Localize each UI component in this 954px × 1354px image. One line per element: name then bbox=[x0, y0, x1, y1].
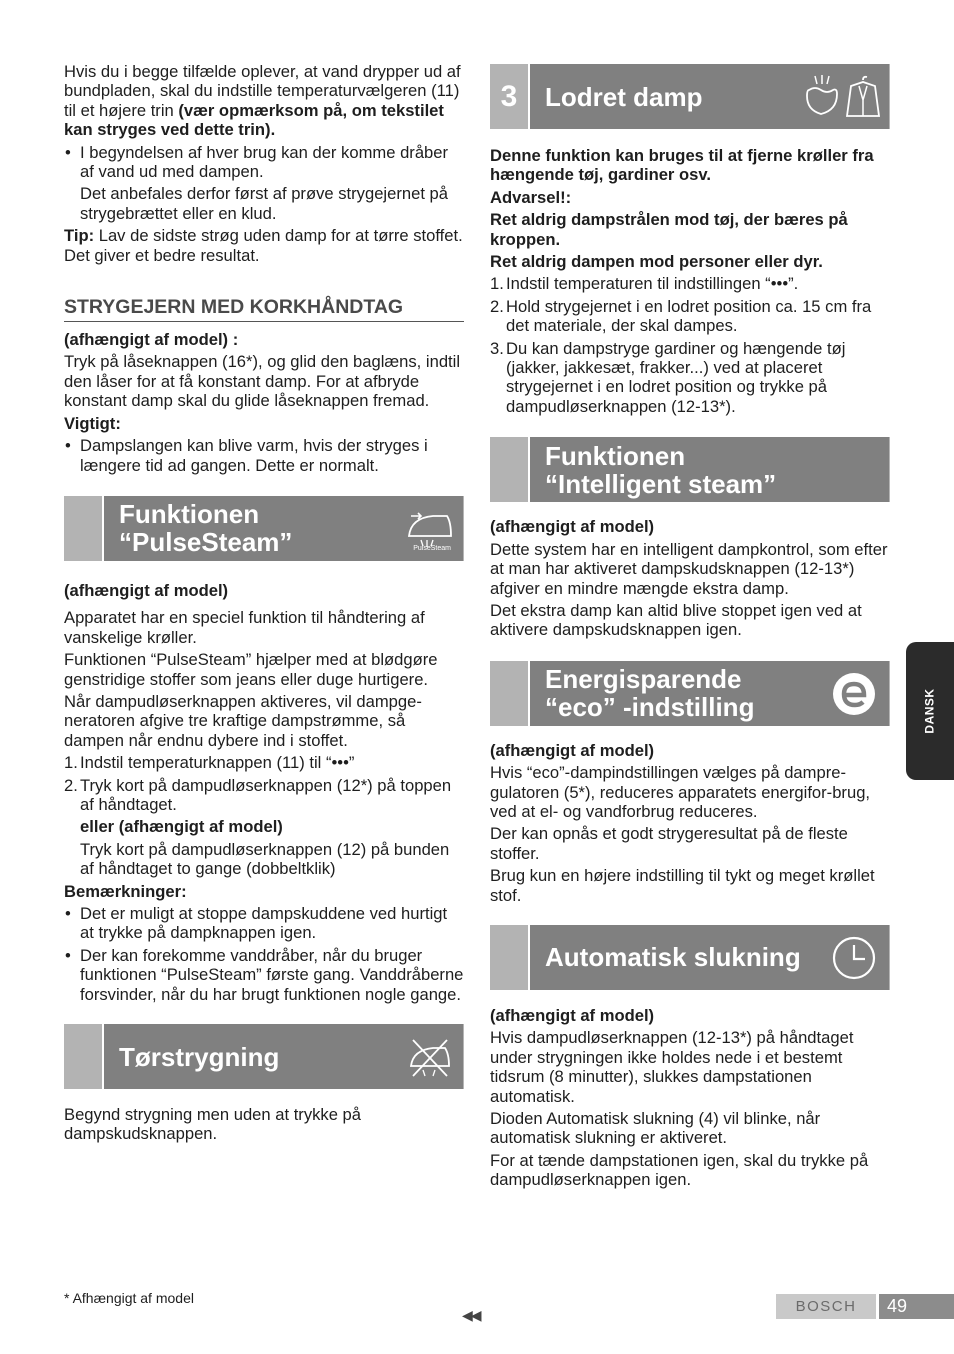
cork-handle-heading: STRYGEJERN MED KORKHÅNDTAG bbox=[64, 295, 464, 322]
bullet-continuation: Det anbefales derfor først af prøve strygejernet på strygebrættet eller en klud. bbox=[80, 184, 448, 223]
eco-banner bbox=[490, 661, 890, 726]
pulsesteam-title: Funktionen “PulseSteam” bbox=[119, 499, 293, 558]
notes-label: Bemærkninger: bbox=[64, 881, 187, 901]
intelligent-steam-banner bbox=[490, 437, 890, 502]
auto-paragraph-2: Dioden Automatisk slukning (4) vil blinke, når automatisk slukning er aktiveret. bbox=[490, 1109, 821, 1148]
list-item bbox=[64, 143, 464, 224]
list-item bbox=[490, 274, 890, 293]
auto-paragraph-3: For at tænde dampstationen igen, skal du trykke på dampudløserknappen igen. bbox=[490, 1150, 869, 1190]
vertical-steps bbox=[490, 274, 890, 416]
intelligent-steam-title: Funktionen “Intelligent steam” bbox=[545, 440, 777, 499]
banner-stub bbox=[490, 64, 530, 129]
step-text: Indstil temperaturknappen (11) til “•••” bbox=[80, 753, 355, 773]
section-number: 3 bbox=[500, 80, 518, 113]
banner-stub bbox=[490, 437, 530, 502]
step-text: Indstil temperaturen til indstillingen “•••”. bbox=[506, 274, 799, 294]
pulse-notes bbox=[64, 904, 464, 1004]
auto-off-title: Automatisk slukning bbox=[545, 942, 801, 973]
eco-icon bbox=[827, 667, 881, 721]
dry-ironing-title: Tørstrygning bbox=[119, 1041, 280, 1072]
dry-ironing-banner bbox=[64, 1024, 464, 1089]
pulse-paragraph-2: Funktionen “PulseSteam” hjælper med at blødgøre genstridige stoffer som jeans eller duge hurtigere. bbox=[64, 650, 438, 689]
dry-ironing-text: Begynd strygning men uden at trykke på dampskudsknappen. bbox=[64, 1105, 362, 1144]
banner-stub bbox=[490, 925, 530, 990]
list-item bbox=[490, 339, 890, 417]
footnote: * Afhængigt af model bbox=[64, 1290, 194, 1306]
banner-stub bbox=[490, 661, 530, 726]
language-tab-label: DANSK bbox=[922, 688, 937, 734]
step-number: 2. bbox=[490, 296, 504, 316]
tip-label: Tip: bbox=[64, 226, 95, 246]
step-number: 1. bbox=[490, 274, 504, 294]
eco-model-note: (afhængigt af model) bbox=[490, 740, 655, 760]
intelligent-paragraph-1: Dette system har en intelligent dampkontrol, som efter at man har aktiveret dampskudsknappen (12-13*) afgiver en mindre mængde ekstra damp. bbox=[490, 539, 888, 598]
dry-ironing-icon bbox=[401, 1030, 455, 1084]
intelligent-paragraph-2: Det ekstra damp kan altid blive stoppet igen ved at aktivere dampskudsknappen igen. bbox=[490, 600, 862, 640]
banner-stub bbox=[64, 1024, 104, 1089]
bullet-text: • I begyndelsen af hver brug kan der komme dråber af vand ud med dampen. bbox=[80, 142, 449, 182]
left-column bbox=[64, 62, 464, 1147]
intro-bullets bbox=[64, 143, 464, 224]
pulse-or-label: eller (afhængigt af model) bbox=[80, 817, 283, 837]
vertical-steam-title: Lodret damp bbox=[545, 81, 703, 112]
list-item: • Det er muligt at stoppe dampskuddene ved hurtigt at trykke på dampknappen igen. bbox=[64, 904, 464, 943]
auto-off-banner bbox=[490, 925, 890, 990]
pulsesteam-banner bbox=[64, 496, 464, 561]
eco-title: Energisparende “eco” -indstilling bbox=[545, 664, 755, 723]
cork-model-note: (afhængigt af model) : bbox=[64, 330, 239, 350]
page-nav-icon: ◀◀ bbox=[462, 1307, 480, 1323]
eco-paragraph-2: Der kan opnås et godt strygeresultat på de fleste stoffer. bbox=[490, 824, 848, 863]
list-item bbox=[64, 753, 464, 772]
list-item bbox=[490, 297, 890, 336]
cork-bullets bbox=[64, 436, 464, 475]
warning-label: Advarsel!: bbox=[490, 187, 572, 207]
clock-icon bbox=[827, 931, 881, 985]
tip-paragraph bbox=[64, 226, 464, 265]
intelligent-model-note: (afhængigt af model) bbox=[490, 517, 655, 537]
pulse-paragraph-1: Apparatet har en speciel funktion til håndtering af vanskelige krøller. bbox=[64, 608, 425, 647]
eco-paragraph-3: Brug kun en højere indstilling til tykt og meget krøllet stof. bbox=[490, 866, 875, 905]
pulse-steps bbox=[64, 753, 464, 878]
step-text: Hold strygejernet i en lodret position ca. 15 cm fra det materiale, der skal dampes. bbox=[506, 296, 872, 336]
pulse-paragraph-3: Når dampudløserknappen aktiveres, vil dampge-neratoren afgive tre kraftige dampstrømme, så dampen når endnu dybere ind i stoffet. bbox=[64, 691, 422, 750]
page-number: 49 bbox=[879, 1294, 954, 1319]
intro-paragraph bbox=[64, 62, 464, 140]
step-number: 1. bbox=[64, 753, 78, 773]
brand-label: BOSCH bbox=[776, 1294, 876, 1319]
language-tab bbox=[906, 642, 954, 780]
auto-paragraph-1: Hvis dampudløserknappen (12-13*) på håndtaget under strygningen ikke holdes nede i et bestemt tidsrum (8 minutter), slukkes dampstationen automatisk. bbox=[490, 1028, 854, 1106]
list-item bbox=[64, 776, 464, 879]
list-item: • Dampslangen kan blive varm, hvis der stryges i længere tid ad gangen. Dette er normalt. bbox=[64, 436, 464, 475]
intro-text: Hvis du i begge tilfælde oplever, at vand drypper ud af bundpladen, skal du indstille temperaturvælgeren (11) til et højere trin bbox=[64, 62, 461, 120]
warning-2: Ret aldrig dampen mod personer eller dyr. bbox=[490, 252, 823, 272]
tip-text: Lav de sidste strøg uden damp for at tørre stoffet. Det giver et bedre resultat. bbox=[64, 226, 463, 265]
step-number: 2. bbox=[64, 775, 78, 795]
eco-paragraph-1: Hvis “eco”-dampindstillingen vælges på dampre-gulatoren (5*), reduceres apparatets energifor-brug, ved at el- og vandforbrug reduceres. bbox=[490, 763, 871, 821]
intro-bold-text: (vær opmærksom på, om tekstilet kan stryges ved dette trin). bbox=[64, 100, 444, 140]
right-column bbox=[490, 64, 890, 1193]
pulse-or-text: Tryk kort på dampudløserknappen (12) på bunden af håndtaget to gange (dobbeltklik) bbox=[80, 839, 450, 879]
pulsesteam-icon-label: PulseSteam bbox=[413, 544, 451, 552]
step-text: Tryk kort på dampudløserknappen (12*) på toppen af håndtaget. bbox=[80, 775, 452, 814]
important-label: Vigtigt: bbox=[64, 413, 121, 433]
warning-1: Ret aldrig dampstrålen mod tøj, der bæres på kroppen. bbox=[490, 210, 848, 249]
vertical-intro: Denne funktion kan bruges til at fjerne krøller fra hængende tøj, gardiner osv. bbox=[490, 146, 874, 185]
banner-stub bbox=[64, 496, 104, 561]
auto-model-note: (afhængigt af model) bbox=[490, 1005, 655, 1025]
vertical-steam-icon bbox=[801, 70, 885, 124]
step-number: 3. bbox=[490, 338, 504, 358]
pulse-model-note: (afhængigt af model) bbox=[64, 580, 229, 600]
list-item: • Der kan forekomme vanddråber, når du bruger funktionen “PulseSteam” første gang. Vanddråberne forsvinder, når du har brugt funktionen nogle gange. bbox=[64, 946, 464, 1004]
vertical-steam-banner bbox=[490, 64, 890, 129]
cork-text: Tryk på låseknappen (16*), og glid den baglæns, indtil den låser for at få konstant damp. For at afbryde konstant damp skal du glide låseknappen fremad. bbox=[64, 352, 461, 411]
step-text: Du kan dampstryge gardiner og hængende tøj (jakker, jakkesæt, frakker...) ved at placeret strygejernet i en lodret position og trykke på dampudløserknappen (12-13*). bbox=[506, 338, 846, 416]
